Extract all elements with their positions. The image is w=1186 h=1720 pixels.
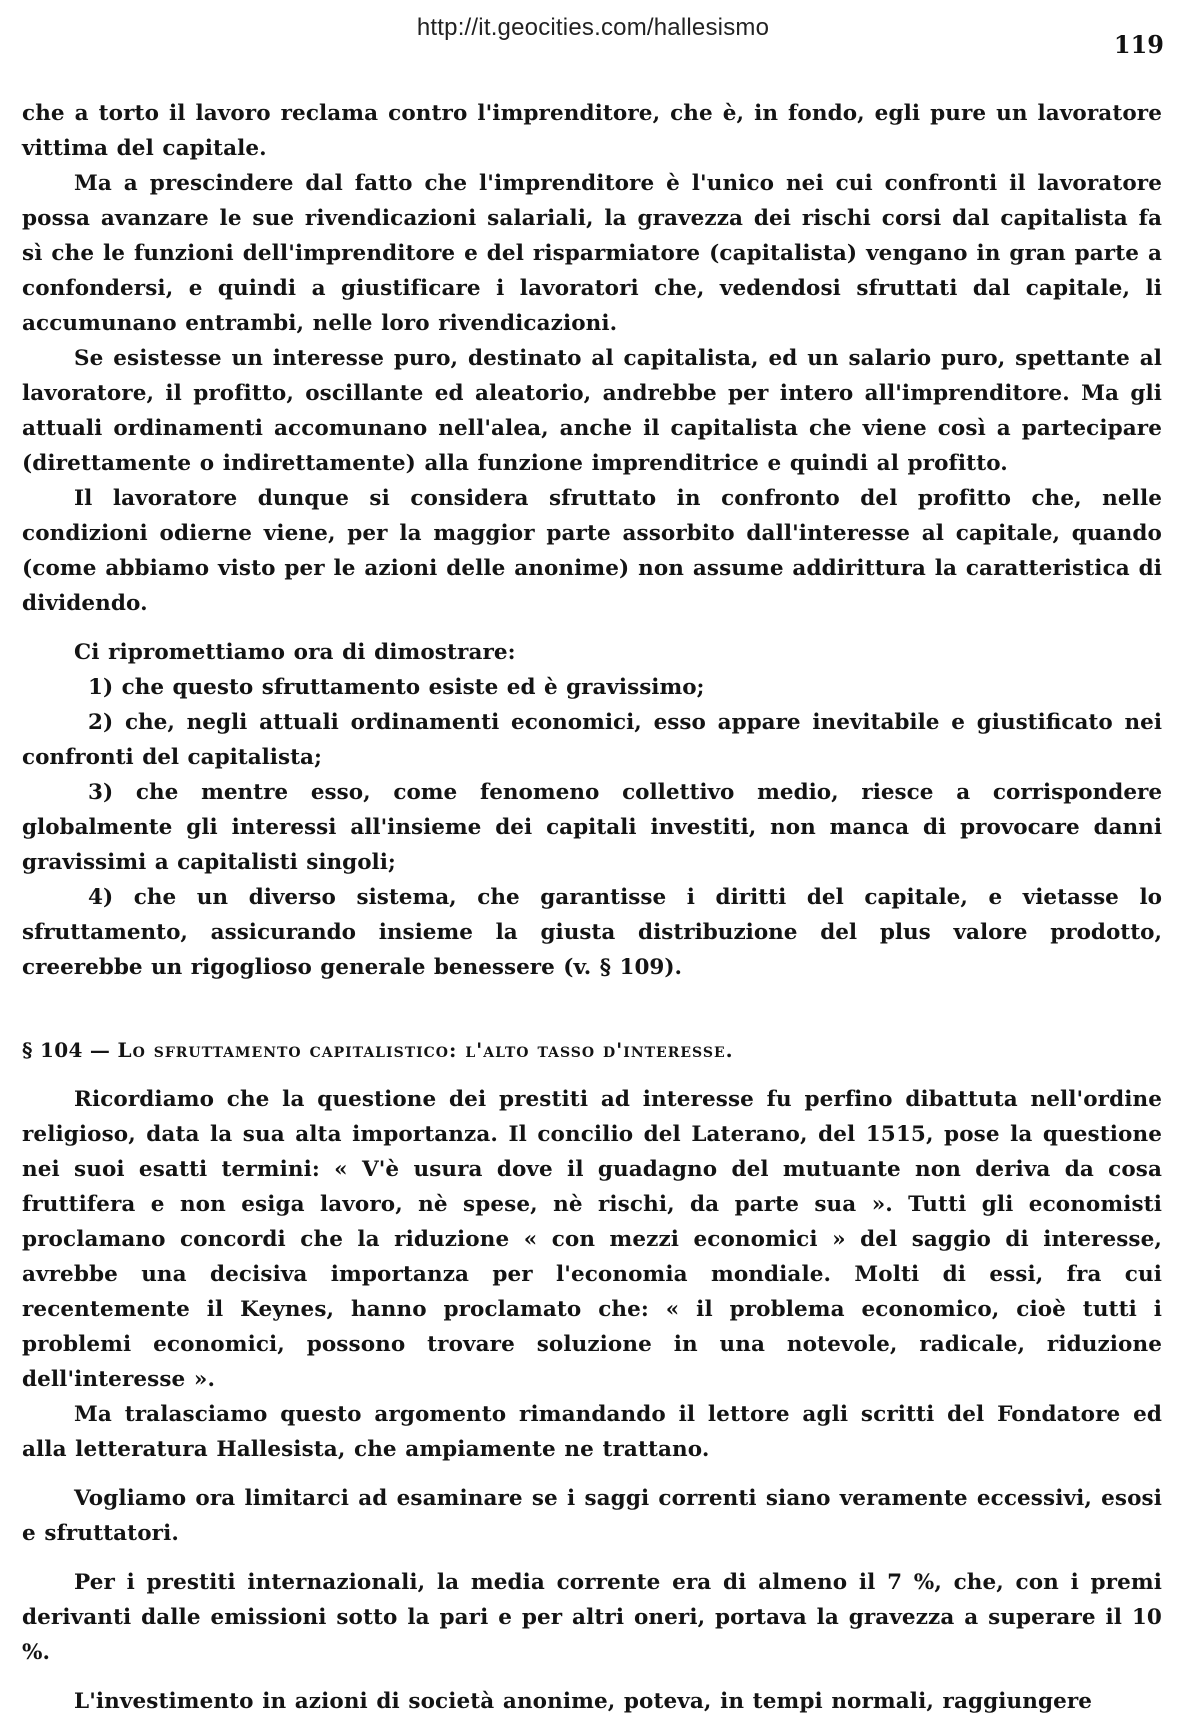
paragraph: Per i prestiti internazionali, la media corrente era di almeno il 7 %, che, con i premi derivanti dalle emissioni sotto la pari e per altri oneri, portava la gravezza a superare il 10 %. — [22, 1570, 1162, 1665]
section-title: Lo sfruttamento capitalistico: l'alto tasso d'interesse. — [117, 1038, 734, 1062]
list-item: 3) che mentre esso, come fenomeno collettivo medio, riesce a corrispondere globalmente gli interessi all'insieme dei capitali investiti, non manca di provocare danni gravissimi a capitalisti singoli; — [22, 780, 1162, 875]
source-url: http://it.geocities.com/hallesismo — [416, 14, 770, 41]
paragraph: Ma tralasciamo questo argomento rimandando il lettore agli scritti del Fondatore ed alla letteratura Hallesista, che ampiamente ne trattano. — [22, 1402, 1162, 1462]
section-number: § 104 — — [22, 1038, 111, 1062]
paragraph-intro-list: Ci ripromettiamo ora di dimostrare: — [74, 640, 516, 665]
paragraph: Ricordiamo che la questione dei prestiti ad interesse fu perfino dibattuta nell'ordine religioso, data la sua alta importanza. Il concilio del Laterano, del 1515, pose la questione nei suoi esatti termini: « V'è usura dove il guadagno del mutuante non deriva da cosa fruttifera e non esiga lavoro, nè spese, nè rischi, da parte sua ». Tutti gli economisti proclamano concordi che la riduzione « con mezzi economici » del saggio di interesse, avrebbe una decisiva importanza per l'economia mondiale. Molti di essi, fra cui recentemente il Keynes, hanno proclamato che: « il problema economico, cioè tutti i problemi economici, possono trovare soluzione in una notevole, radicale, riduzione dell'interesse ». — [22, 1087, 1162, 1392]
paragraph: Ma a prescindere dal fatto che l'imprenditore è l'unico nei cui confronti il lavoratore possa avanzare le sue rivendicazioni salariali, la gravezza dei rischi corsi dal capitalista fa sì che le funzioni dell'imprenditore e del risparmiatore (capitalista) vengano in gran parte a confondersi, e quindi a giustificare i lavoratori che, vedendosi sfruttati dal capitale, li accumunano entrambi, nelle loro rivendicazioni. — [22, 171, 1162, 336]
list-item: 4) che un diverso sistema, che garantisse i diritti del capitale, e vietasse lo sfruttamento, assicurando insieme la giusta distribuzione del plus valore prodotto, creerebbe un rigoglioso generale benessere (v. § 109). — [22, 885, 1162, 980]
paragraph: Il lavoratore dunque si considera sfruttato in confronto del profitto che, nelle condizioni odierne viene, per la maggior parte assorbito dall'interesse al capitale, quando (come abbiamo visto per le azioni delle anonime) non assume addirittura la caratteristica di dividendo. — [22, 486, 1162, 616]
page-content — [22, 96, 1162, 1719]
list-item: 2) che, negli attuali ordinamenti economici, esso appare inevitabile e giustificato nei confronti del capitalista; — [22, 710, 1162, 770]
page-number: 119 — [1113, 30, 1164, 59]
paragraph: Se esistesse un interesse puro, destinato al capitalista, ed un salario puro, spettante al lavoratore, il profitto, oscillante ed aleatorio, andrebbe per intero all'imprenditore. Ma gli attuali ordinamenti accomunano nell'alea, anche il capitalista che viene così a partecipare (direttamente o indirettamente) alla funzione imprenditrice e quindi al profitto. — [22, 346, 1162, 476]
list-item: 1) che questo sfruttamento esiste ed è gravissimo; — [88, 675, 705, 700]
section-heading — [22, 1033, 1162, 1068]
paragraph: Vogliamo ora limitarci ad esaminare se i saggi correnti siano veramente eccessivi, esosi e sfruttatori. — [22, 1486, 1162, 1546]
numbered-list — [22, 670, 1162, 985]
paragraph-continuation: che a torto il lavoro reclama contro l'imprenditore, che è, in fondo, egli pure un lavoratore vittima del capitale. — [22, 101, 1162, 161]
paragraph: L'investimento in azioni di società anonime, poteva, in tempi normali, raggiungere — [74, 1689, 1093, 1714]
